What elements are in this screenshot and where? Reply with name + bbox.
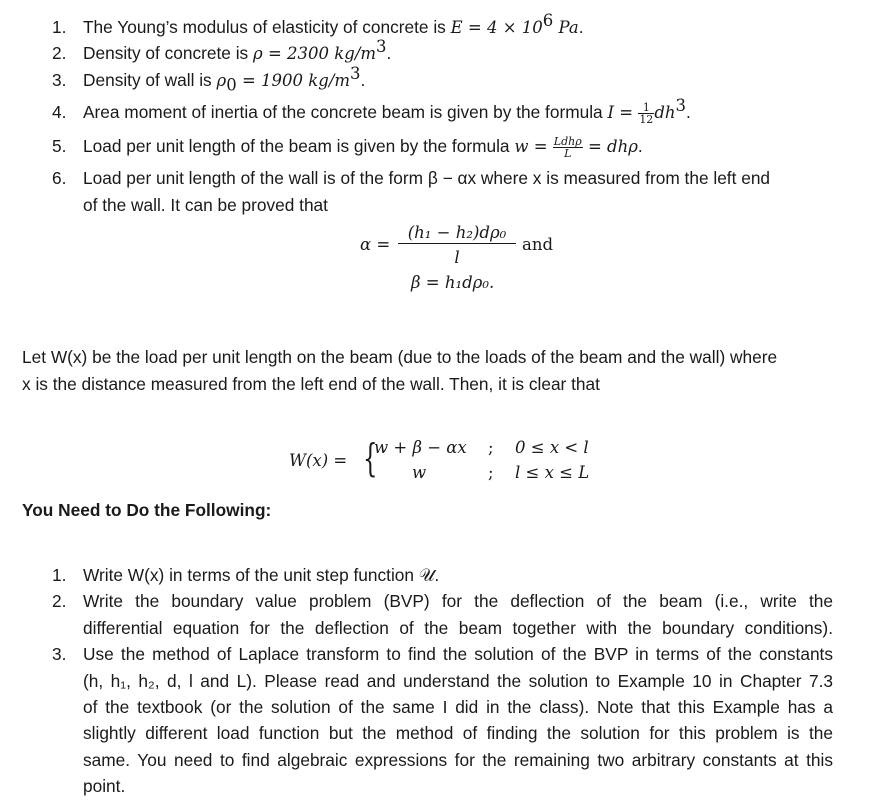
beta-equation: β = h₁dρ₀. <box>411 273 495 292</box>
tasks-heading: You Need to Do the Following: <box>22 500 272 520</box>
fraction-1-12: $\frac{1}{12}$ <box>639 100 654 126</box>
fraction-ldhp-l: $\frac{\text{Ldhρ}}{L}$ <box>553 134 582 160</box>
left-brace: { <box>363 436 378 480</box>
